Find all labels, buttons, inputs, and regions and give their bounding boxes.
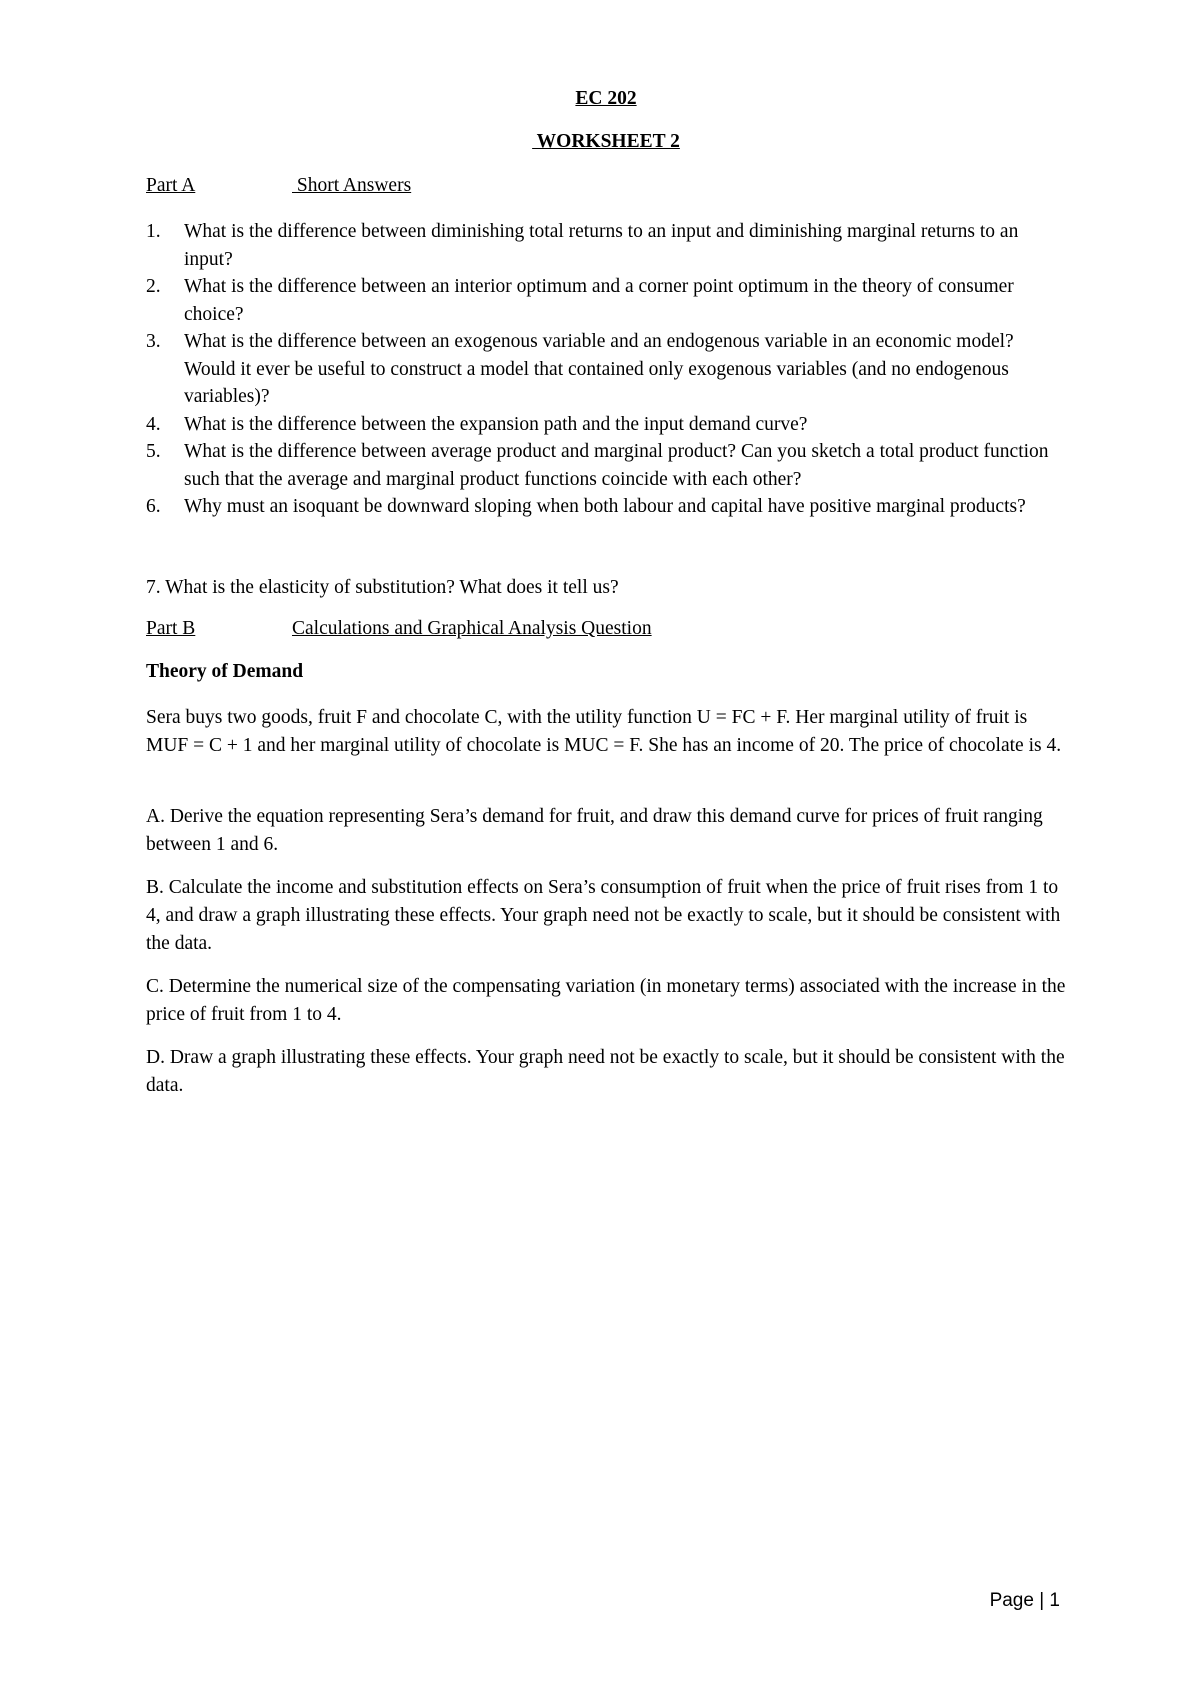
question-7: 7. What is the elasticity of substitution? What does it tell us? <box>146 577 619 598</box>
part-a-title: Short Answers <box>292 175 412 196</box>
problem-part-a: A. Derive the equation representing Sera’s demand for fruit, and draw this demand curve for prices of fruit ranging between 1 and 6. <box>146 806 1043 855</box>
worksheet-page <box>146 0 1066 1698</box>
question-item <box>146 493 1066 521</box>
short-answer-questions <box>146 218 1066 521</box>
theory-heading: Theory of Demand <box>146 661 304 682</box>
part-b-title: Calculations and Graphical Analysis Question <box>292 618 652 639</box>
question-item <box>146 218 1066 273</box>
question-number: 1. <box>146 221 161 242</box>
page-number: Page | 1 <box>989 1590 1060 1611</box>
worksheet-title: WORKSHEET 2 <box>532 131 680 152</box>
course-title: EC 202 <box>575 88 637 109</box>
question-number: 5. <box>146 441 161 462</box>
question-text: What is the difference between the expansion path and the input demand curve? <box>184 413 808 435</box>
question-text: What is the difference between an exogenous variable and an endogenous variable in an economic model? Would it ever be useful to construct a model that contained only exogenous variables (and no endogenous variables)? <box>184 331 1014 407</box>
problem-part-c: C. Determine the numerical size of the compensating variation (in monetary terms) associated with the increase in the price of fruit from 1 to 4. <box>146 976 1066 1025</box>
question-item <box>146 328 1066 411</box>
question-number: 4. <box>146 413 161 435</box>
question-item <box>146 273 1066 328</box>
question-text: What is the difference between an interior optimum and a corner point optimum in the theory of consumer choice? <box>184 276 1014 325</box>
question-number: 3. <box>146 331 161 352</box>
question-number: 6. <box>146 496 161 517</box>
problem-intro: Sera buys two goods, fruit F and chocolate C, with the utility function U = FC + F. Her marginal utility of fruit is MUF = C + 1 and her marginal utility of chocolate is MUC = F. She has an income of 20. The price of chocolate is 4. <box>146 707 1062 756</box>
part-a-label: Part A <box>146 175 196 196</box>
question-item <box>146 411 1066 439</box>
question-item <box>146 438 1066 493</box>
problem-part-d: D. Draw a graph illustrating these effects. Your graph need not be exactly to scale, but it should be consistent with the data. <box>146 1047 1065 1096</box>
question-text: Why must an isoquant be downward sloping when both labour and capital have positive marginal products? <box>184 496 1026 517</box>
question-number: 2. <box>146 276 161 297</box>
question-text: What is the difference between diminishing total returns to an input and diminishing marginal returns to an input? <box>184 221 1019 270</box>
part-b-label: Part B <box>146 618 196 639</box>
question-text: What is the difference between average product and marginal product? Can you sketch a total product function such that the average and marginal product functions coincide with each other? <box>184 441 1049 490</box>
problem-part-b: B. Calculate the income and substitution effects on Sera’s consumption of fruit when the price of fruit rises from 1 to 4, and draw a graph illustrating these effects. Your graph need not be exactly to scale, but it should be consistent with the data. <box>146 877 1061 954</box>
